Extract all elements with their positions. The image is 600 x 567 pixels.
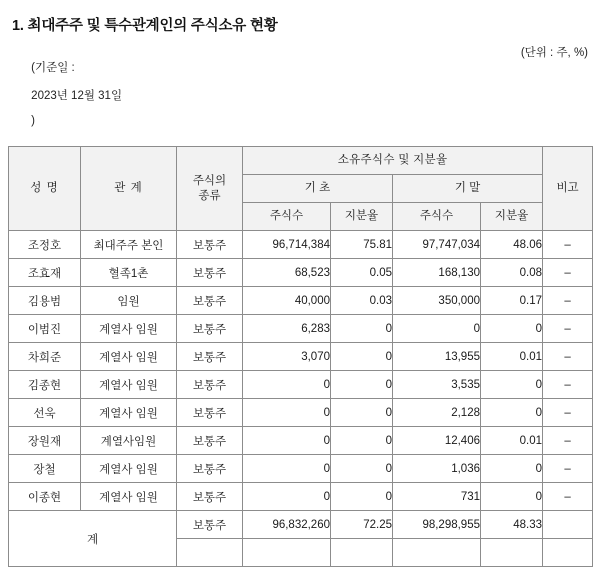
cell-end-ratio: 0 (481, 315, 543, 343)
cell-stock-kind: 보통주 (177, 259, 243, 287)
cell-begin-ratio: 0 (331, 343, 393, 371)
col-header-ownership-group: 소유주식수 및 지분율 (243, 147, 543, 175)
cell-end-shares: 0 (393, 315, 481, 343)
cell-begin-ratio: 0.05 (331, 259, 393, 287)
cell-end-shares: 3,535 (393, 371, 481, 399)
page-title: 1. 최대주주 및 특수관계인의 주식소유 현황 (12, 18, 278, 34)
cell-note: – (543, 315, 593, 343)
cell-end-ratio: 0 (481, 399, 543, 427)
base-date (12, 47, 122, 139)
cell-begin-ratio: 0 (331, 455, 393, 483)
cell-name: 이범진 (9, 315, 81, 343)
cell-note: – (543, 399, 593, 427)
cell-begin-shares: 3,070 (243, 343, 331, 371)
cell-total2-end-ratio (481, 539, 543, 567)
cell-total-begin-ratio: 72.25 (331, 511, 393, 539)
cell-end-ratio: 0.01 (481, 427, 543, 455)
cell-name: 이종현 (9, 483, 81, 511)
cell-total-begin-shares: 96,832,260 (243, 511, 331, 539)
col-header-stock-kind-line1: 주식의 (192, 175, 227, 188)
col-header-note: 비고 (543, 147, 593, 231)
cell-note: – (543, 287, 593, 315)
cell-end-ratio: 0 (481, 455, 543, 483)
cell-begin-shares: 0 (243, 427, 331, 455)
cell-end-ratio: 0 (481, 371, 543, 399)
cell-relation: 계열사 임원 (81, 483, 177, 511)
cell-name: 김용범 (9, 287, 81, 315)
cell-relation: 계열사임원 (81, 427, 177, 455)
cell-end-ratio: 0.01 (481, 343, 543, 371)
cell-note: – (543, 427, 593, 455)
cell-begin-ratio: 0 (331, 483, 393, 511)
cell-end-ratio: 48.06 (481, 231, 543, 259)
cell-begin-ratio: 0 (331, 427, 393, 455)
col-header-stock-kind-line2: 종류 (198, 189, 221, 202)
cell-end-shares: 97,747,034 (393, 231, 481, 259)
cell-total2-end-shares (393, 539, 481, 567)
table-row (9, 455, 593, 483)
cell-end-shares: 13,955 (393, 343, 481, 371)
table-row (9, 343, 593, 371)
cell-end-ratio: 0.08 (481, 259, 543, 287)
cell-stock-kind: 보통주 (177, 483, 243, 511)
cell-begin-ratio: 0 (331, 315, 393, 343)
col-header-end-ratio: 지분율 (481, 203, 543, 231)
cell-total2-note (543, 539, 593, 567)
cell-total-end-ratio: 48.33 (481, 511, 543, 539)
base-date-close: ) (31, 115, 36, 127)
cell-total2-begin-ratio (331, 539, 393, 567)
cell-begin-shares: 96,714,384 (243, 231, 331, 259)
cell-end-ratio: 0 (481, 483, 543, 511)
base-date-value: 2023년 12월 31일 (31, 90, 123, 102)
table-row (9, 231, 593, 259)
cell-begin-ratio: 0.03 (331, 287, 393, 315)
col-header-begin: 기 초 (243, 175, 393, 203)
table-row (9, 399, 593, 427)
cell-total-stock-kind: 보통주 (177, 511, 243, 539)
table-body (9, 231, 593, 567)
cell-relation: 계열사 임원 (81, 343, 177, 371)
cell-stock-kind: 보통주 (177, 427, 243, 455)
cell-stock-kind: 보통주 (177, 343, 243, 371)
cell-relation: 계열사 임원 (81, 371, 177, 399)
cell-total2-stock-kind (177, 539, 243, 567)
cell-end-shares: 12,406 (393, 427, 481, 455)
cell-stock-kind: 보통주 (177, 315, 243, 343)
table-row (9, 287, 593, 315)
table-header-row-1 (9, 147, 593, 175)
col-header-stock-kind (177, 147, 243, 231)
col-header-begin-shares: 주식수 (243, 203, 331, 231)
table-row (9, 483, 593, 511)
table-row (9, 315, 593, 343)
cell-stock-kind: 보통주 (177, 371, 243, 399)
unit-note: (단위 : 주, %) (520, 47, 588, 59)
cell-end-shares: 2,128 (393, 399, 481, 427)
cell-note: – (543, 259, 593, 287)
meta-row (12, 44, 588, 139)
cell-stock-kind: 보통주 (177, 231, 243, 259)
cell-note: – (543, 455, 593, 483)
cell-begin-shares: 0 (243, 399, 331, 427)
cell-name: 장원재 (9, 427, 81, 455)
base-date-label: (기준일 : (31, 62, 75, 74)
cell-relation: 계열사 임원 (81, 315, 177, 343)
cell-begin-shares: 0 (243, 483, 331, 511)
col-header-name: 성 명 (9, 147, 81, 231)
table-row (9, 259, 593, 287)
col-header-begin-ratio: 지분율 (331, 203, 393, 231)
shareholding-table (8, 146, 593, 567)
cell-begin-ratio: 75.81 (331, 231, 393, 259)
cell-note: – (543, 483, 593, 511)
col-header-end: 기 말 (393, 175, 543, 203)
table-row (9, 427, 593, 455)
cell-note: – (543, 343, 593, 371)
cell-name: 김종현 (9, 371, 81, 399)
cell-begin-shares: 0 (243, 371, 331, 399)
cell-relation: 계열사 임원 (81, 399, 177, 427)
cell-name: 조효재 (9, 259, 81, 287)
cell-note: – (543, 231, 593, 259)
cell-begin-shares: 68,523 (243, 259, 331, 287)
cell-name: 장철 (9, 455, 81, 483)
cell-end-shares: 731 (393, 483, 481, 511)
cell-stock-kind: 보통주 (177, 455, 243, 483)
cell-stock-kind: 보통주 (177, 399, 243, 427)
cell-relation: 임원 (81, 287, 177, 315)
col-header-relation: 관 계 (81, 147, 177, 231)
cell-note: – (543, 371, 593, 399)
cell-total2-begin-shares (243, 539, 331, 567)
cell-total-label: 계 (9, 511, 177, 567)
cell-begin-shares: 40,000 (243, 287, 331, 315)
col-header-end-shares: 주식수 (393, 203, 481, 231)
cell-begin-ratio: 0 (331, 399, 393, 427)
cell-end-shares: 168,130 (393, 259, 481, 287)
cell-total-note (543, 511, 593, 539)
cell-end-shares: 350,000 (393, 287, 481, 315)
cell-begin-shares: 0 (243, 455, 331, 483)
cell-name: 조정호 (9, 231, 81, 259)
cell-name: 선욱 (9, 399, 81, 427)
cell-begin-shares: 6,283 (243, 315, 331, 343)
cell-relation: 혈족1촌 (81, 259, 177, 287)
cell-name: 차희준 (9, 343, 81, 371)
cell-relation: 계열사 임원 (81, 455, 177, 483)
cell-stock-kind: 보통주 (177, 287, 243, 315)
cell-total-end-shares: 98,298,955 (393, 511, 481, 539)
table-total-row (9, 511, 593, 539)
cell-begin-ratio: 0 (331, 371, 393, 399)
cell-end-shares: 1,036 (393, 455, 481, 483)
table-row (9, 371, 593, 399)
cell-relation: 최대주주 본인 (81, 231, 177, 259)
cell-end-ratio: 0.17 (481, 287, 543, 315)
